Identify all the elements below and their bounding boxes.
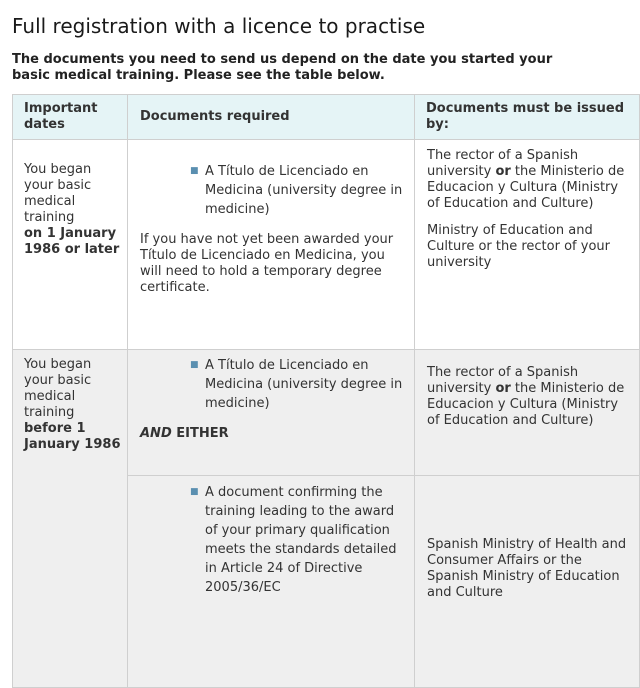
issuer-text-secondary: Ministry of Education and Culture or the rector of your university bbox=[427, 223, 610, 270]
documents-cell bbox=[128, 476, 415, 688]
header-important-dates: Important dates bbox=[13, 95, 128, 140]
issuer-text bbox=[427, 148, 629, 212]
issuer-cell bbox=[415, 476, 640, 688]
issuer-post: the Ministerio de Educacion y Cultura (Ministry of Education and Culture) bbox=[427, 164, 625, 211]
document-list-item bbox=[128, 162, 414, 219]
requirements-table bbox=[12, 94, 640, 688]
issuer-text: Spanish Ministry of Health and Consumer Affairs or the Spanish Ministry of Education and Culture bbox=[427, 537, 627, 600]
header-documents-required: Documents required bbox=[128, 95, 415, 140]
document-item-text: A document confirming the training leading to the award of your primary qualification meets the standards detailed in Article 24 of Directive 2005/36/EC bbox=[205, 485, 397, 595]
bullet-icon: ■ bbox=[190, 166, 199, 176]
documents-cell bbox=[128, 350, 415, 476]
bullet-icon: ■ bbox=[190, 360, 199, 370]
either-word: EITHER bbox=[171, 426, 229, 441]
table-body bbox=[13, 140, 640, 688]
table-row bbox=[13, 350, 640, 476]
issuer-post: the Ministerio de Educacion y Cultura (Ministry of Education and Culture) bbox=[427, 381, 625, 428]
document-list-item bbox=[128, 483, 414, 597]
date-text: You began your basic medical training bbox=[24, 357, 92, 420]
header-issued-by: Documents must be issued by: bbox=[415, 95, 640, 140]
table-row bbox=[13, 140, 640, 350]
page-title: Full registration with a licence to practise bbox=[12, 14, 426, 38]
issuer-pre: The rector of a Spanish university bbox=[427, 148, 579, 179]
bullet-icon: ■ bbox=[190, 487, 199, 497]
document-list-item bbox=[128, 356, 414, 413]
document-item-text: A Título de Licenciado en Medicina (university degree in medicine) bbox=[205, 358, 403, 411]
document-note: If you have not yet been awarded your Título de Licenciado en Medicina, you will need to hold a temporary degree certificate. bbox=[140, 232, 394, 295]
documents-cell bbox=[128, 140, 415, 350]
issuer-pre: The rector of a Spanish university bbox=[427, 365, 579, 396]
either-and: AND bbox=[140, 426, 172, 441]
date-cell bbox=[13, 350, 128, 688]
header-row bbox=[13, 95, 640, 140]
issuer-cell bbox=[415, 350, 640, 476]
issuer-or: or bbox=[495, 164, 511, 179]
date-condition: on 1 January 1986 or later bbox=[24, 226, 120, 257]
date-condition: before 1 January 1986 bbox=[24, 421, 121, 452]
intro-text: The documents you need to send us depend on the date you started your basic medical training. Please see the table below. bbox=[12, 52, 553, 83]
issuer-or: or bbox=[495, 381, 511, 396]
either-label bbox=[128, 426, 414, 442]
document-item-text: A Título de Licenciado en Medicina (university degree in medicine) bbox=[205, 164, 403, 217]
date-text: You began your basic medical training bbox=[24, 162, 92, 225]
issuer-cell bbox=[415, 140, 640, 350]
table-header bbox=[13, 95, 640, 140]
issuer-text bbox=[427, 365, 629, 429]
date-cell bbox=[13, 140, 128, 350]
